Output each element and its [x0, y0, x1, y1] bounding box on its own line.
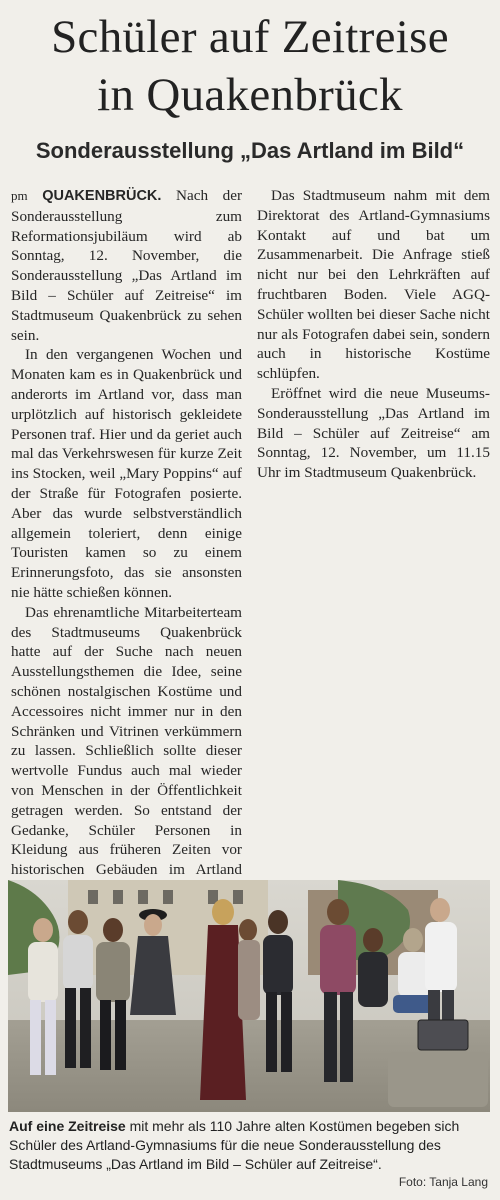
text-column-left — [11, 186, 242, 979]
author-kicker: pm — [11, 188, 28, 203]
caption-lead: Auf eine Zeitreise — [9, 1118, 126, 1134]
article-headline — [0, 8, 500, 124]
dateline: QUAKENBRÜCK. — [42, 188, 162, 204]
paragraph-1-text: Nach der Sonderausstellung zum Reformationsjubiläum wird ab Sonntag, 12. November, die Sonderausstellung „Das Artland im Bild – Schüler auf Zeitreise“ im Stadtmuseum Quakenbrück zu sehen sein. — [11, 187, 243, 344]
paragraph-4: Das Stadtmuseum nahm mit dem Direktorat des Artland-Gymnasiums Kontakt auf und bat um Zusammenarbeit. Die Anfrage stieß nicht nur bei den Lehrkräften auf fruchtbaren Boden. Viele AGQ-Schüler wollten bei dieser Sache nicht nur als Fotografen dabei sein, sondern auch in historische Kostüme schlüpfen. — [257, 187, 490, 383]
paragraph-2: In den vergangenen Wochen und Monaten kam es in Quakenbrück und anderorts im Artland vor, dass man urplötzlich auf historisch gekleidete Personen traf. Hier und da geriet auch mal das Verkehrswesen für kurze Zeit ins Stocken, weil „Mary Poppins“ auf der Straße für Fotografen posierte. Aber das wurde selbstverständlich allgemein toleriert, denn einige Touristen kamen so zu einem Erinnerungsfoto, das sie ansonsten nie hätte schießen können. — [11, 346, 242, 601]
article-photo — [8, 880, 490, 1112]
article-subheadline: Sonderausstellung „Das Artland im Bild“ — [35, 138, 465, 163]
paragraph-1 — [11, 186, 242, 345]
headline-line-2: in Quakenbrück — [97, 69, 403, 121]
photo-credit: Foto: Tanja Lang — [398, 1175, 488, 1189]
paragraph-3: Das ehrenamtliche Mitarbeiterteam des Stadtmuseums Quakenbrück hatte auf der Suche nach neuen Ausstellungsthemen die Idee, seine schönen nostalgischen Kostüme und Accessoires nicht immer nur in den Schränken und Vitrinen verkümmern zu lassen. Schließlich sollte dieser wertvolle Fundus auch mal wieder von Menschen in der Öffentlichkeit getragen werden. So entstand der Gedanke, Schüler Personen in Kleidung aus früheren Zeiten vor historischen Gebäuden im Artland — [11, 603, 242, 879]
photo-caption — [9, 1117, 493, 1174]
headline-line-1: Schüler auf Zeitreise — [51, 11, 449, 63]
paragraph-5: Eröffnet wird die neue Museums-Sonderausstellung „Das Artland im Bild – Schüler auf Zeitreise“ am Sonntag, 12. November, um 11.15 Uhr im Stadtmuseum Quakenbrück. — [257, 384, 490, 482]
caption-text: mit mehr als 110 Jahre alten Kostümen begeben sich Schüler des Artland-Gymnasiums für die neue Sonderausstellung des Stadtmuseums „Das Artland im Bild – Schüler auf Zeitreise“. — [9, 1118, 460, 1172]
text-column-right — [257, 186, 490, 483]
